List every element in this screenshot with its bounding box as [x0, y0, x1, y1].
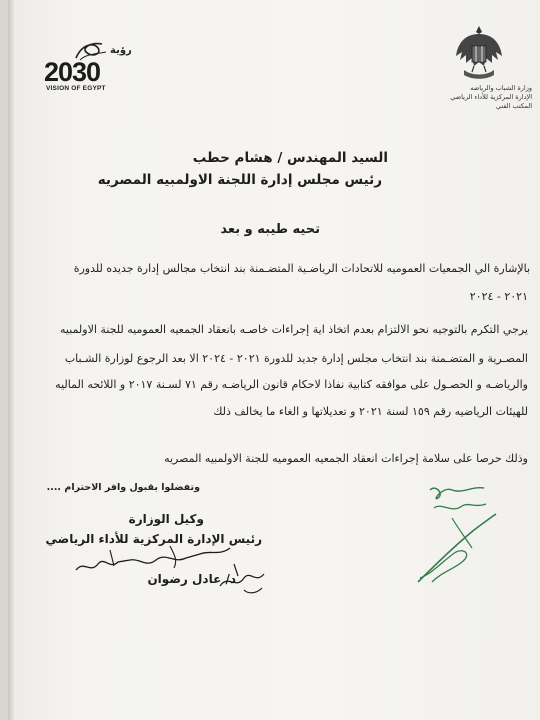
body-line: بالإشارة الي الجمعيات العموميه للاتحادات الرياضـية المتضـمنة بند انتخاب مجالس إدارة جديده للدورة [73, 262, 530, 275]
page-fold-shadow [8, 0, 14, 720]
body-line: وذلك حرصا على سلامة إجراءات انعقاد الجمعيه العموميه للجنة الاولمبيه المصريه [164, 452, 528, 465]
body-line: ٢٠٢١ - ٢٠٢٤ [469, 290, 528, 303]
letter-page [8, 0, 540, 720]
ministry-line: المكتب الفني [496, 102, 532, 110]
handwritten-initials-black [214, 556, 274, 600]
body-line: المصـرية و المتضـمنة بند انتخاب مجلس إدارة جديد للدورة ٢٠٢١ - ٢٠٢٤ الا بعد الرجوع لوزارة الشـباب [64, 352, 528, 365]
handwritten-signature-green [412, 478, 502, 588]
closing-line: وتفضلوا بقبول وافر الاحترام .... [46, 482, 200, 493]
body-line: يرجي التكرم بالتوجيه نحو الالتزام بعدم اتخاذ اية إجراءات خاصـه بانعقاد الجمعيه العموميه للجنة الاولمبيه [60, 323, 528, 336]
vision-2030-logo [42, 40, 152, 92]
signature-department: رئيس الإدارة المركزية للأداء الرياضي [45, 532, 262, 546]
egypt-eagle-emblem-icon [454, 22, 504, 84]
recipient-name: السيد المهندس / هشام حطب [192, 150, 388, 166]
vision-subtitle: VISION OF EGYPT [46, 85, 106, 92]
signature-name: د/ عادل رضوان [147, 572, 236, 586]
ministry-line: وزارة الشباب والرياضه [470, 84, 532, 92]
greeting: تحيه طيبه و بعد [220, 222, 320, 237]
ministry-header [392, 84, 532, 111]
body-line: للهيئات الرياضيه رقم ١٥٩ لسنة ٢٠٢١ و تعديلاتها و الغاء ما يخالف ذلك [213, 405, 528, 418]
signature-title: وكيل الوزارة [128, 512, 204, 526]
vision-number: 20‎30 [44, 57, 101, 87]
recipient-title: رئيس مجلس إدارة اللجنة الاولمبيه المصريه [97, 172, 382, 188]
ministry-line: الإدارة المركزية للأداء الرياضي [450, 93, 532, 101]
body-line: والرياضـه و الحصـول على موافقه كتابية نفاذا لاحكام قانون الرياضـه رقم ٧١ لسـنة ٢٠١٧ و اللائحه الماليه [55, 378, 528, 391]
vision-word: رؤية [110, 45, 132, 56]
